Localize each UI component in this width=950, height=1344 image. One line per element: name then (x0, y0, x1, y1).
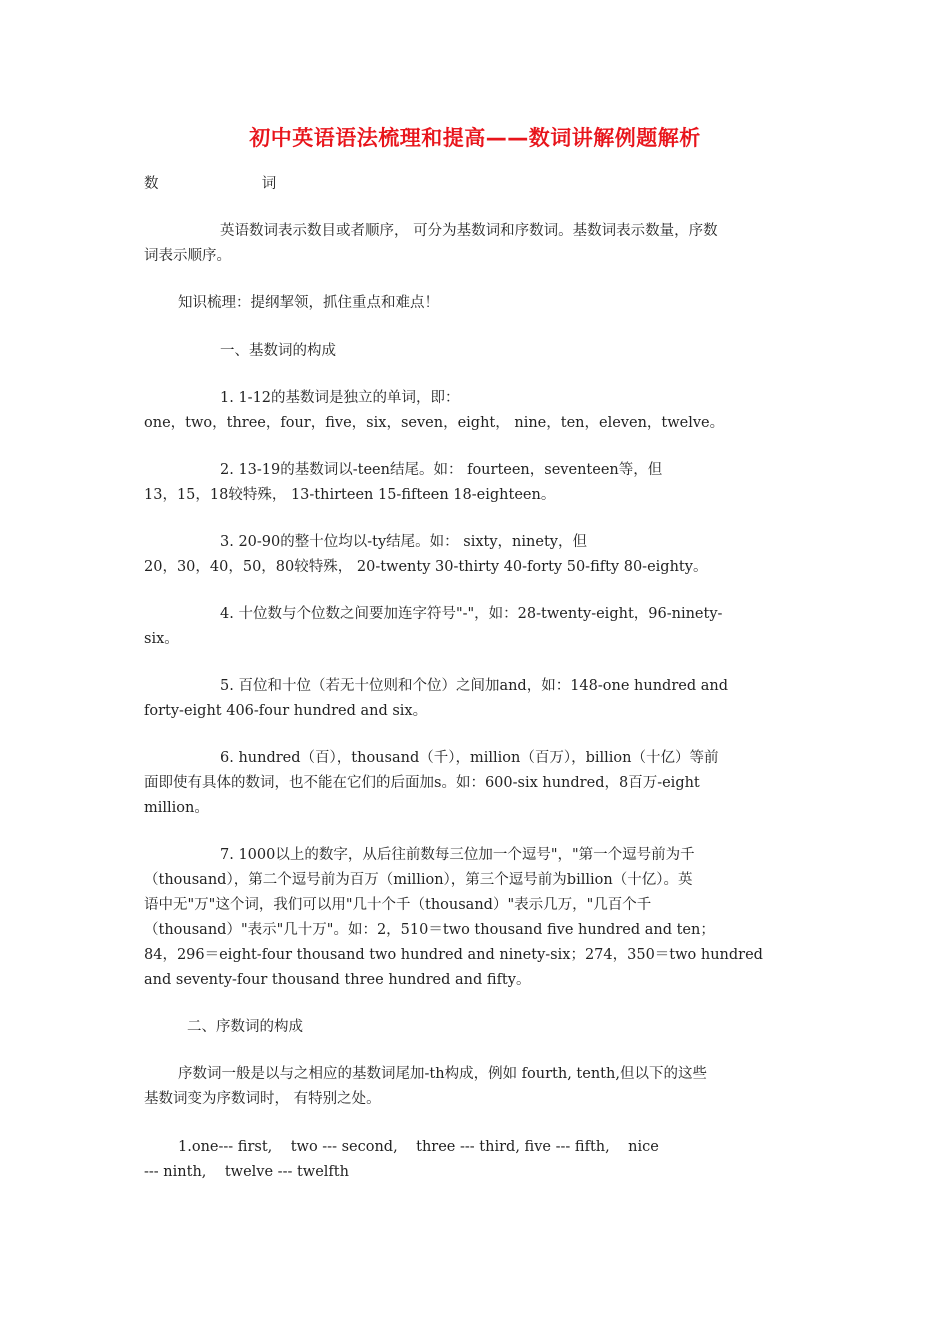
paragraph-line: 13，15，18较特殊， 13-thirteen 15-fifteen 18-eighteen。 (144, 487, 556, 503)
paragraph-line: （thousand），第二个逗号前为百万（million），第三个逗号前为billion（十亿）。英 (144, 872, 693, 888)
paragraph-line: --- ninth, twelve --- twelfth (144, 1164, 349, 1180)
paragraph-line: 5. 百位和十位（若无十位则和个位）之间加and，如：148-one hundred and (220, 678, 729, 694)
paragraph-line: 84，296＝eight-four thousand two hundred and ninety-six；274，350＝two hundred (144, 947, 763, 963)
paragraph-line: 2. 13-19的基数词以-teen结尾。如： fourteen，seventeen等，但 (220, 462, 663, 478)
paragraph-line: 序数词一般是以与之相应的基数词尾加-th构成，例如 fourth, tenth,但以下的这些 (178, 1066, 707, 1082)
section-heading (144, 172, 810, 197)
paragraph-line: 英语数词表示数目或者顺序， 可分为基数词和序数词。基数词表示数量，序数 (220, 223, 718, 239)
paragraph-line: 语中无"万"这个词，我们可以用"几十个千（thousand）"表示几万，"几百个千 (144, 897, 652, 913)
paragraph-line: 基数词变为序数词时， 有特别之处。 (144, 1091, 381, 1107)
paragraph-line: 知识梳理：提纲挈领，抓住重点和难点！ (178, 295, 439, 311)
paragraph-line: and seventy-four thousand three hundred and fifty。 (144, 972, 531, 988)
document-title: 初中英语语法梳理和提高——数词讲解例题解析 (249, 126, 701, 150)
subheading: 二、序数词的构成 (187, 1019, 303, 1035)
paragraph-line: forty-eight 406-four hundred and six。 (144, 703, 428, 719)
paragraph-line: 1. 1-12的基数词是独立的单词，即： (220, 390, 460, 406)
paragraph-line: 词表示顺序。 (144, 248, 231, 264)
paragraph-line: 1.one--- first, two --- second, three --- third, five --- fifth, nice (178, 1139, 659, 1155)
paragraph-line: （thousand）"表示"几十万"。如：2，510＝two thousand five hundred and ten； (144, 922, 715, 938)
paragraph-line: 4. 十位数与个位数之间要加连字符号"-"，如：28-twenty-eight，96-ninety- (220, 606, 723, 622)
paragraph-line: 6. hundred（百），thousand（千），million（百万），billion（十亿）等前 (220, 750, 719, 766)
paragraph-line: million。 (144, 800, 209, 816)
paragraph-line: 20，30，40，50，80较特殊， 20-twenty 30-thirty 40-forty 50-fifty 80-eighty。 (144, 559, 708, 575)
heading-char-1: 数 (144, 176, 159, 192)
subheading: 一、基数词的构成 (220, 343, 336, 359)
heading-char-2: 词 (261, 176, 277, 192)
paragraph-line: one，two，three，four，five，six，seven，eight， nine，ten，eleven，twelve。 (144, 415, 725, 431)
paragraph-line: 面即使有具体的数词，也不能在它们的后面加s。如：600-six hundred，8百万-eight (144, 775, 700, 791)
paragraph-line: six。 (144, 631, 179, 647)
paragraph-line: 3. 20-90的整十位均以-ty结尾。如： sixty，ninety，但 (220, 534, 587, 550)
paragraph-line: 7. 1000以上的数字，从后往前数每三位加一个逗号"，"第一个逗号前为千 (220, 847, 695, 863)
